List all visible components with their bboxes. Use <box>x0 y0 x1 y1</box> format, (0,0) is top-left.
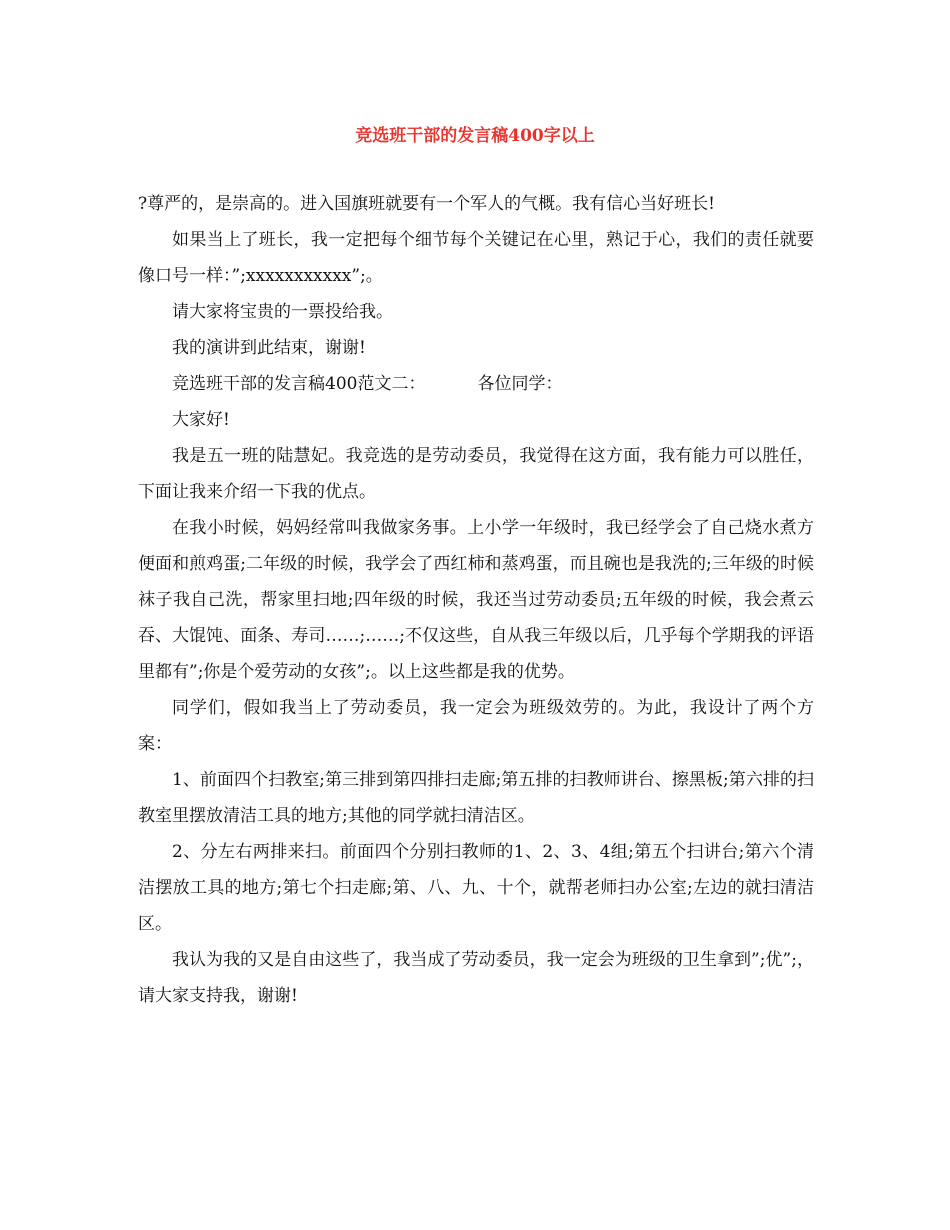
document-body <box>138 186 814 1014</box>
document-title: 竞选班干部的发言稿400字以上 <box>355 126 595 146</box>
paragraph-plan-1: 1、前面四个扫教室;第三排到第四排扫走廊;第五排的扫教师讲台、擦黑板;第六排的扫教室里摆放清洁工具的地方;其他的同学就扫清洁区。 <box>138 770 814 826</box>
paragraph-1: ?尊严的，是崇高的。进入国旗班就要有一个军人的气概。我有信心当好班长! <box>138 194 715 214</box>
paragraph-4: 我的演讲到此结束，谢谢! <box>172 338 366 358</box>
paragraph-3: 请大家将宝贵的一票投给我。 <box>172 302 393 322</box>
salutation: 各位同学： <box>477 374 563 394</box>
paragraph-2: 如果当上了班长，我一定把每个细节每个关键记在心里，熟记于心，我们的责任就要像口号一样：”;xxxxxxxxxxx”;。 <box>138 230 814 286</box>
paragraph-greeting: 大家好! <box>172 410 230 430</box>
paragraph-childhood: 在我小时候，妈妈经常叫我做家务事。上小学一年级时，我已经学会了自己烧水煮方便面和煎鸡蛋;二年级的时候，我学会了西红柿和蒸鸡蛋，而且碗也是我洗的;三年级的时候袜子我自己洗，帮家里扫地;四年级的时候，我还当过劳动委员;五年级的时候，我会煮云吞、大馄饨、面条、寿司……;……;不仅这些，自从我三年级以后，几乎每个学期我的评语里都有”;你是个爱劳动的女孩”;。以上这些都是我的优势。 <box>138 518 814 682</box>
paragraph-closing: 我认为我的又是自由这些了，我当成了劳动委员，我一定会为班级的卫生拿到”;优”;，请大家支持我，谢谢! <box>138 950 814 1006</box>
paragraph-plan-intro: 同学们，假如我当上了劳动委员，我一定会为班级效劳的。为此，我设计了两个方案： <box>138 698 814 754</box>
sample-heading-line <box>138 366 814 402</box>
sample-heading: 竞选班干部的发言稿400范文二： <box>172 374 426 394</box>
paragraph-introduction: 我是五一班的陆慧妃。我竞选的是劳动委员，我觉得在这方面，我有能力可以胜任，下面让我来介绍一下我的优点。 <box>138 446 814 502</box>
paragraph-plan-2: 2、分左右两排来扫。前面四个分别扫教师的1、2、3、4组;第五个扫讲台;第六个清洁摆放工具的地方;第七个扫走廊;第、八、九、十个，就帮老师扫办公室;左边的就扫清洁区。 <box>138 842 814 934</box>
